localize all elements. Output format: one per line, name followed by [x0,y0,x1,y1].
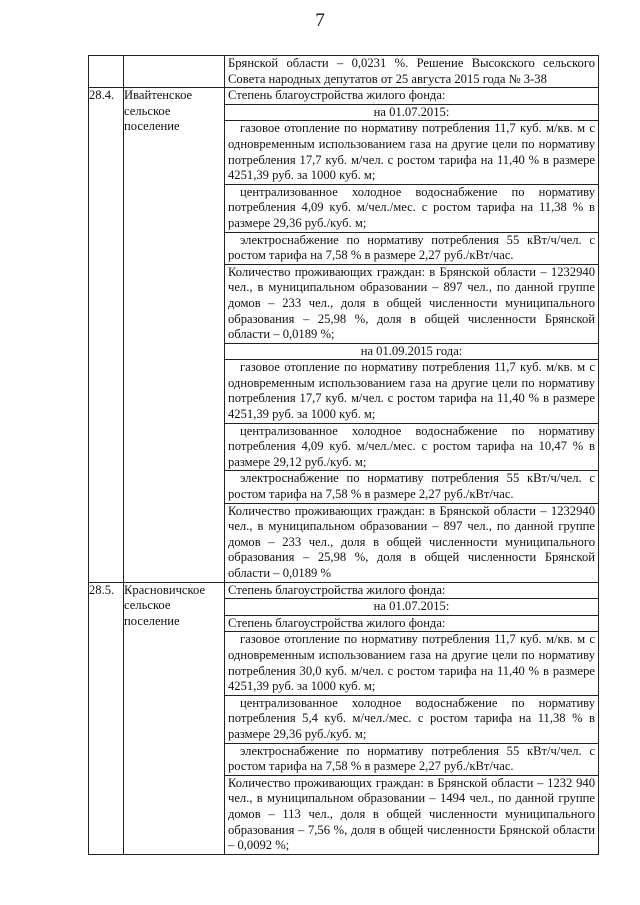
text-block: электроснабжение по нормативу потребления 55 кВт/ч/чел. с ростом тарифа на 7,58 % в размере 2,27 руб./кВт/час. [225,471,598,503]
text-block: централизованное холодное водоснабжение по нормативу потребления 5,4 куб. м/чел./мес. с ростом тарифа на 11,38 % в размере 29,36 руб./куб. м; [225,696,598,744]
text-block: Количество проживающих граждан: в Брянской области – 1232940 чел., в муниципальном образовании – 897 чел., по данной группе домов – 233 чел., доля в общей численности муниципального образования – 25,98 %, доля в общей численности Брянской области – 0,0189 % [228,503,595,580]
description-cell [225,88,599,582]
text-block: газовое отопление по нормативу потребления 11,7 куб. м/кв. м с одновременным использованием газа на другие цели по нормативу потребления 17,7 куб. м/чел. с ростом тарифа на 11,40 % в размере 4251,39 руб. за 1000 куб. м; [225,360,598,423]
row-number-cell [89,56,124,88]
settlement-name-cell: Ивайтенское сельское поселение [124,88,225,582]
text-block: Брянской области – 0,0231 %. Решение Высокского сельского Совета народных депутатов от 25 августа 2015 года № 3-38 [228,56,595,86]
text-block: газовое отопление по нормативу потребления 11,7 куб. м/кв. м с одновременным использованием газа на другие цели по нормативу потребления 17,7 куб. м/чел. с ростом тарифа на 11,40 % в размере 4251,39 руб. за 1000 куб. м; [225,121,598,184]
text-block: на 01.09.2015 года: [225,344,598,361]
settlement-name-cell: Красновичское сельское поселение [124,582,225,854]
text-block: электроснабжение по нормативу потребления 55 кВт/ч/чел. с ростом тарифа на 7,58 % в размере 2,27 руб./кВт/час. [225,233,598,265]
text-block: централизованное холодное водоснабжение по нормативу потребления 4,09 куб. м/чел./мес. с ростом тарифа на 11,38 % в размере 29,36 руб./куб. м; [225,185,598,233]
text-block: Степень благоустройства жилого фонда: [225,583,598,600]
text-block: на 01.07.2015: [225,599,598,616]
row-number-cell: 28.5. [89,582,124,854]
text-block: Степень благоустройства жилого фонда: [225,88,598,105]
text-block: на 01.07.2015: [225,105,598,122]
table-row [89,88,599,582]
text-block: централизованное холодное водоснабжение по нормативу потребления 4,09 куб. м/чел./мес. с ростом тарифа на 10,47 % в размере 29,12 руб./куб. м; [225,424,598,472]
text-block: газовое отопление по нормативу потребления 11,7 куб. м/кв. м с одновременным использованием газа на другие цели по нормативу потребления 30,0 куб. м/чел. с ростом тарифа на 11,40 % в размере 4251,39 руб. за 1000 куб. м; [225,632,598,695]
text-block: Степень благоустройства жилого фонда: [225,616,598,633]
text-block: Количество проживающих граждан: в Брянской области – 1232940 чел., в муниципальном образовании – 897 чел., по данной группе домов – 233 чел., доля в общей численности муниципального образования – 25,98 %, доля в общей численности Брянской области – 0,0189 %; [225,265,598,344]
text-block: электроснабжение по нормативу потребления 55 кВт/ч/чел. с ростом тарифа на 7,58 % в размере 2,27 руб./кВт/час. [225,744,598,776]
page-number: 7 [315,10,325,31]
table-row [89,56,599,88]
text-block: Количество проживающих граждан: в Брянской области – 1232 940 чел., в муниципальном образовании – 1494 чел., по данной группе домов – 113 чел., доля в общей численности муниципального образования – 7,56 %, доля в общей численности Брянской области – 0,0092 %; [228,775,595,853]
description-cell [225,582,599,854]
settlement-name-cell [124,56,225,88]
row-number-cell: 28.4. [89,88,124,582]
tariff-table [88,55,599,855]
description-cell [225,56,599,88]
table-row [89,582,599,854]
